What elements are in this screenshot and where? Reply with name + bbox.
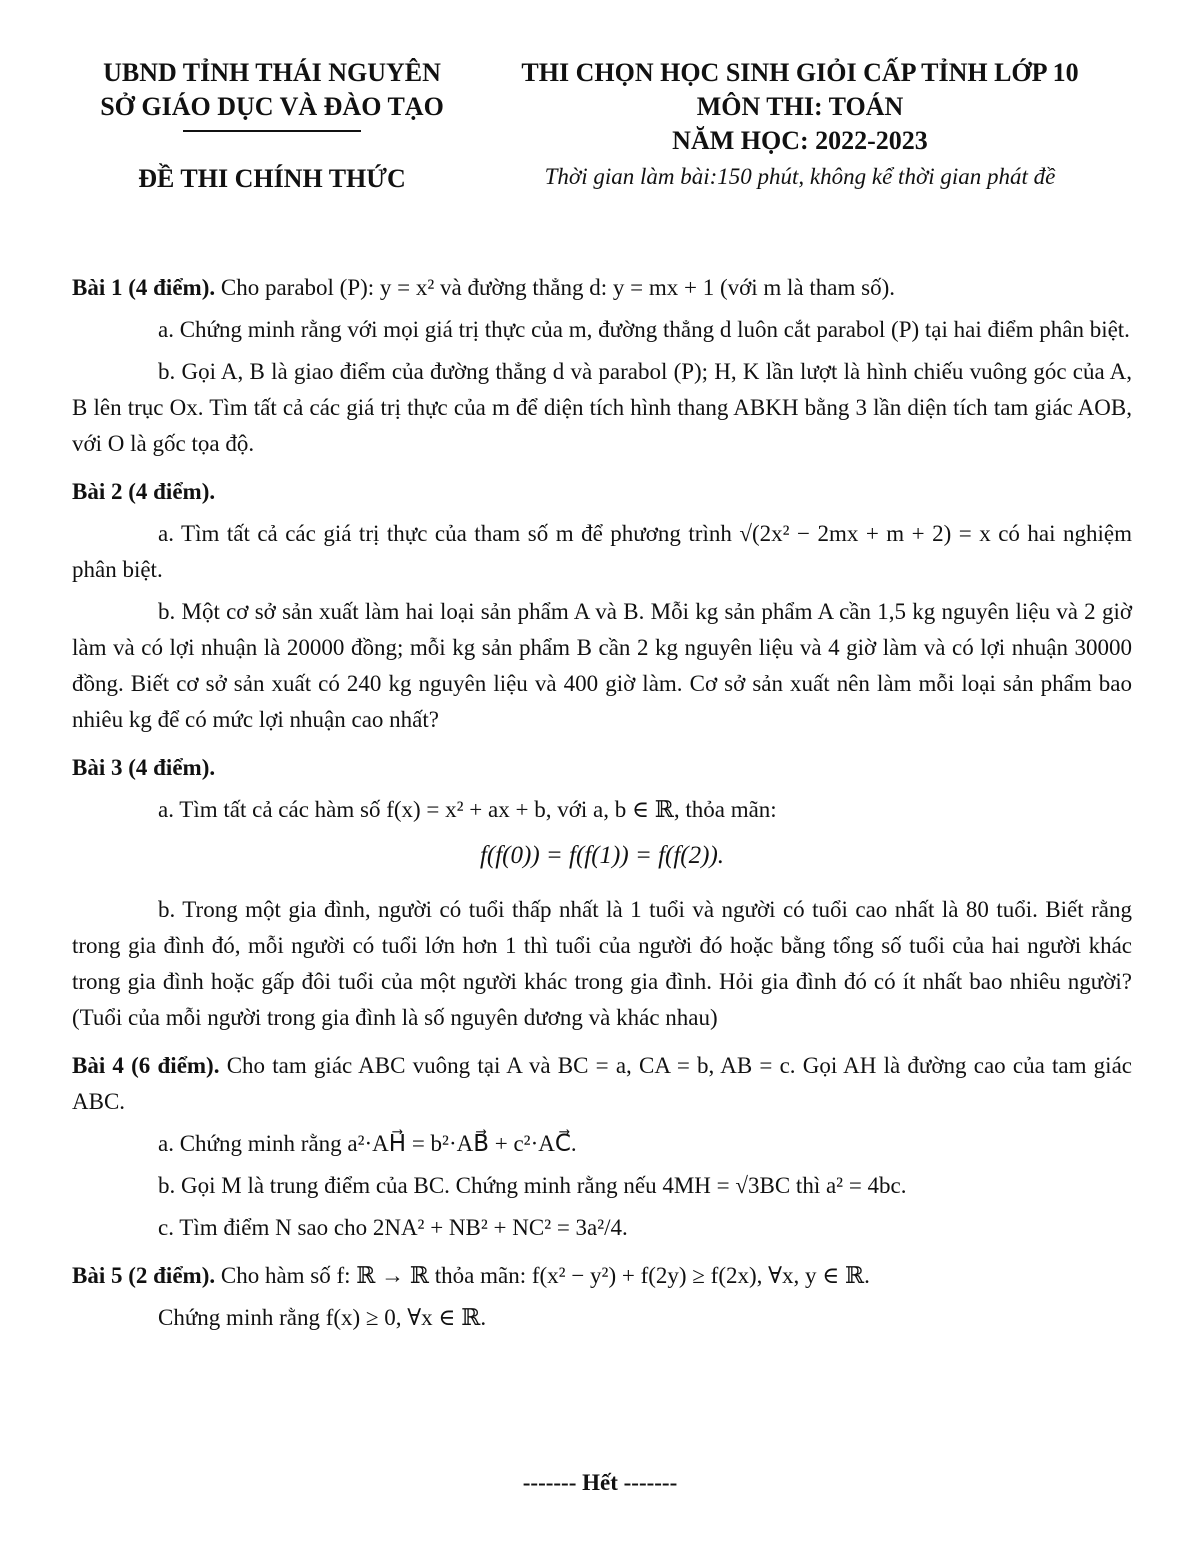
exam-body — [72, 270, 1132, 1348]
problem-3a-equation: f(f(0)) = f(f(1)) = f(f(2)). — [479, 842, 725, 869]
problem-4a: a. Chứng minh rằng a²·AH⃗ = b²·AB⃗ + c²·AC⃗. — [158, 1131, 577, 1156]
problem-5-intro: Cho hàm số f: ℝ → ℝ thỏa mãn: f(x² − y²) + f(2y) ≥ f(2x), ∀x, y ∈ ℝ. — [220, 1263, 870, 1288]
problem-3 — [72, 750, 1132, 1036]
problem-1-intro: Cho parabol (P): y = x² và đường thẳng d: y = mx + 1 (với m là tham số). — [220, 275, 895, 300]
exam-duration: Thời gian làm bài:150 phút, không kể thời gian phát đề — [544, 164, 1056, 189]
header-right — [480, 56, 1120, 194]
problem-5 — [72, 1258, 1132, 1336]
problem-5a: Chứng minh rằng f(x) ≥ 0, ∀x ∈ ℝ. — [158, 1305, 487, 1330]
province-name: UBND TỈNH THÁI NGUYÊN — [103, 58, 441, 87]
problem-2a: a. Tìm tất cả các giá trị thực của tham số m để phương trình √(2x² − 2mx + m + 2) = x có hai nghiệm phân biệt. — [72, 521, 1132, 582]
department-name: SỞ GIÁO DỤC VÀ ĐÀO TẠO — [100, 92, 444, 121]
problem-4 — [72, 1048, 1132, 1246]
end-marker: ------- Hết ------- — [522, 1470, 678, 1495]
problem-4-intro: Cho tam giác ABC vuông tại A và BC = a, CA = b, AB = c. Gọi AH là đường cao của tam giác ABC. — [72, 1053, 1132, 1114]
problem-1-title: Bài 1 (4 điểm). — [72, 275, 216, 300]
problem-3b: b. Trong một gia đình, người có tuổi thấp nhất là 1 tuổi và người có tuổi cao nhất là 80 tuổi. Biết rằng trong gia đình đó, mỗi người có tuổi lớn hơn 1 thì tuổi của người đó hoặc bằng tổng số tuổi của hai người khác trong gia đình hoặc gấp đôi tuổi của một người khác trong gia đình. Hỏi gia đình đó có ít nhất bao nhiêu người? (Tuổi của mỗi người trong gia đình là số nguyên dương và khác nhau) — [72, 897, 1132, 1030]
problem-3a: a. Tìm tất cả các hàm số f(x) = x² + ax + b, với a, b ∈ ℝ, thỏa mãn: — [158, 797, 777, 822]
exam-subject: MÔN THI: TOÁN — [696, 92, 904, 121]
problem-1 — [72, 270, 1132, 462]
problem-2 — [72, 474, 1132, 738]
header-divider — [183, 130, 361, 132]
problem-4b: b. Gọi M là trung điểm của BC. Chứng minh rằng nếu 4MH = √3BC thì a² = 4bc. — [158, 1173, 907, 1198]
official-label: ĐỀ THI CHÍNH THỨC — [138, 164, 406, 193]
problem-4-title: Bài 4 (6 điểm). — [72, 1053, 220, 1078]
exam-year: NĂM HỌC: 2022-2023 — [672, 126, 928, 155]
problem-2b: b. Một cơ sở sản xuất làm hai loại sản phẩm A và B. Mỗi kg sản phẩm A cần 1,5 kg nguyên liệu và 2 giờ làm và có lợi nhuận là 20000 đồng; mỗi kg sản phẩm B cần 2 kg nguyên liệu và 4 giờ làm và có lợi nhuận 30000 đồng. Biết cơ sở sản xuất có 240 kg nguyên liệu và 400 giờ làm. Cơ sở sản xuất nên làm mỗi loại sản phẩm bao nhiêu kg để có mức lợi nhuận cao nhất? — [72, 599, 1132, 732]
problem-2-title: Bài 2 (4 điểm). — [72, 479, 216, 504]
problem-1b: b. Gọi A, B là giao điểm của đường thẳng d và parabol (P); H, K lần lượt là hình chiếu vuông góc của A, B lên trục Ox. Tìm tất cả các giá trị thực của m để diện tích hình thang ABKH bằng 3 lần diện tích tam giác AOB, với O là gốc tọa độ. — [72, 359, 1132, 456]
problem-3-title: Bài 3 (4 điểm). — [72, 755, 216, 780]
problem-4c: c. Tìm điểm N sao cho 2NA² + NB² + NC² = 3a²/4. — [158, 1215, 628, 1240]
header-left — [72, 56, 472, 196]
problem-1a: a. Chứng minh rằng với mọi giá trị thực của m, đường thẳng d luôn cắt parabol (P) tại hai điểm phân biệt. — [158, 317, 1130, 342]
problem-5-title: Bài 5 (2 điểm). — [72, 1263, 216, 1288]
exam-title: THI CHỌN HỌC SINH GIỎI CẤP TỈNH LỚP 10 — [521, 58, 1079, 87]
